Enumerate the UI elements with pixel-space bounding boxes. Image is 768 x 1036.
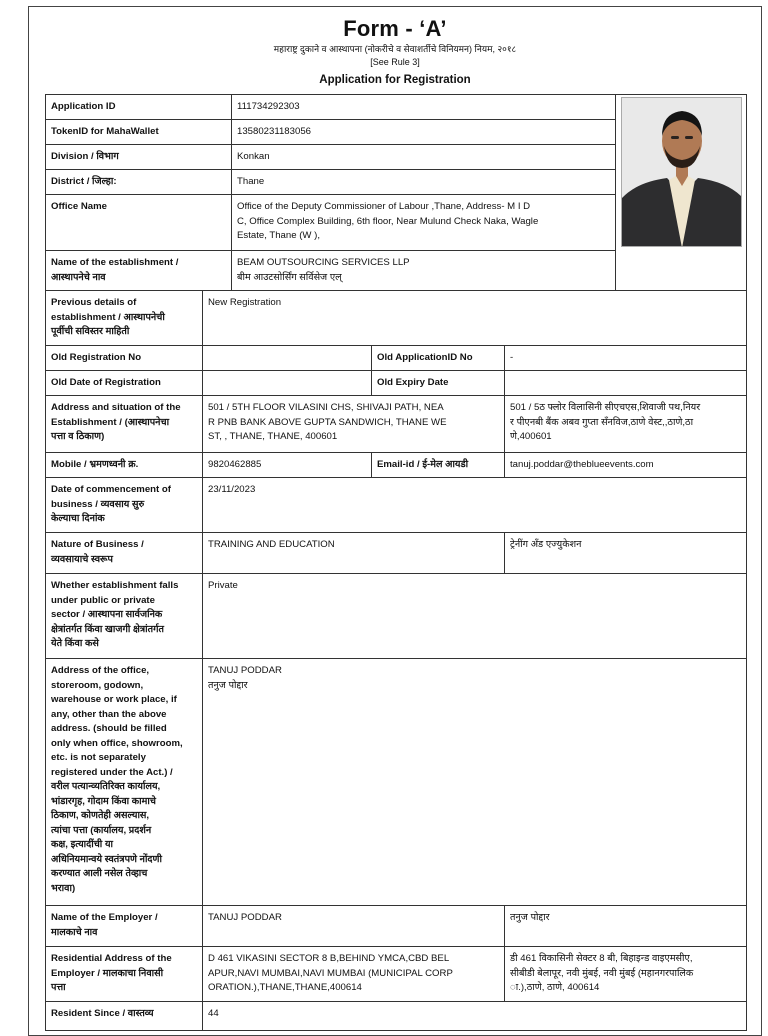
office-line: Office of the Deputy Commissioner of Labour ,Thane, Address- M I D <box>237 201 531 212</box>
value-line: तनुज पोद्दार <box>208 679 248 691</box>
value-line: BEAM OUTSOURCING SERVICES LLP <box>237 257 410 268</box>
address-line: डी 461 विकासिनी सेक्टर 8 बी, बिहाइन्ड वाइएमसीए, <box>510 953 693 964</box>
nature-of-business-marathi: ट्रेनींग अँड एज्युकेशन <box>504 532 747 574</box>
address-line: R PNB BANK ABOVE GUPTA SANDWICH, THANE WE <box>208 416 447 428</box>
label-line: Establishment / (आस्थापनेचा <box>51 416 170 428</box>
label-line: Employer / मालकाचा निवासी <box>51 967 164 979</box>
label-line: only when office, showroom, <box>51 737 183 749</box>
employer-name-value: TANUJ PODDAR <box>202 905 505 947</box>
commencement-label <box>45 477 203 533</box>
form-subtitle: महाराष्ट्र दुकाने व आस्थापना (नोकरीचे व सेवाशर्तीचे विनियमन) नियम, २०१८ <box>273 44 517 54</box>
district-label: District / जिल्हा: <box>45 169 232 195</box>
form-heading: Application for Registration <box>319 74 471 86</box>
label-line: भरावा) <box>51 882 76 894</box>
sector-value: Private <box>202 573 747 659</box>
label-line: पत्ता व ठिकाण) <box>51 431 105 442</box>
previous-details-value: New Registration <box>202 290 747 346</box>
commencement-value: 23/11/2023 <box>202 477 747 533</box>
address-line: 501 / 5TH FLOOR VILASINI CHS, SHIVAJI PATH, NEA <box>208 402 444 413</box>
label-line: Previous details of <box>51 297 137 308</box>
office-name-label: Office Name <box>45 194 232 251</box>
address-line: णे,400601 <box>510 431 552 442</box>
address-english <box>202 395 505 453</box>
old-application-id-label: Old ApplicationID No <box>371 345 505 371</box>
label-line: Whether establishment falls <box>51 580 179 591</box>
residential-address-label <box>45 946 203 1002</box>
label-line: क्षेत्रांतर्गत किंवा खाजगी क्षेत्रांतर्गत <box>51 623 164 635</box>
application-id-label: Application ID <box>45 94 232 120</box>
label-line: मालकाचे नाव <box>51 926 98 938</box>
office-line: C, Office Complex Building, 6th floor, Near Mulund Check Naka, Wagle <box>237 215 539 227</box>
email-value: tanuj.poddar@theblueevents.com <box>504 452 747 478</box>
employer-name-label <box>45 905 203 947</box>
address-line: D 461 VIKASINI SECTOR 8 B,BEHIND YMCA,CBD BEL <box>208 953 450 964</box>
old-expiry-date-value <box>504 370 747 396</box>
label-line: ठिकाण, कोणतेही असल्यास, <box>51 810 150 821</box>
label-line: पत्ता <box>51 982 66 993</box>
resident-since-label: Resident Since / वास्तव्य <box>45 1001 203 1031</box>
token-id-value: 13580231183056 <box>231 119 616 145</box>
label-line: any, other than the above <box>51 708 167 720</box>
label-line: establishment / आस्थापनेची <box>51 311 165 323</box>
form-page <box>28 6 762 1036</box>
email-label: Email-id / ई-मेल आयडी <box>371 452 505 478</box>
address-line: APUR,NAVI MUMBAI,NAVI MUMBAI (MUNICIPAL CORP <box>208 967 453 979</box>
residential-address-english <box>202 946 505 1002</box>
label-line: पूर्वीची सविस्तर माहिती <box>51 326 130 337</box>
address-line: ORATION.),THANE,THANE,400614 <box>208 982 362 993</box>
old-registration-date-value <box>202 370 372 396</box>
label-line: storeroom, godown, <box>51 679 144 691</box>
label-line: Nature of Business / <box>51 539 144 550</box>
mobile-value: 9820462885 <box>202 452 372 478</box>
address-line: 501 / 5ठ फ्लोर विलासिनी सीएचएस,शिवाजी पथ,नियर <box>510 402 701 413</box>
office-name-value <box>231 194 616 251</box>
label-line: warehouse or work place, if <box>51 694 177 705</box>
label-line: आस्थापनेचे नाव <box>51 271 106 283</box>
label-line: Name of the establishment / <box>51 257 179 268</box>
value-line: TANUJ PODDAR <box>208 665 282 676</box>
label-line: under public or private <box>51 594 155 606</box>
label-line: etc. is not separately <box>51 752 146 763</box>
label-line: व्यवसायाचे स्वरूप <box>51 553 113 565</box>
label-line: भांडारगृह, गोदाम किंवा कामाचे <box>51 795 156 807</box>
residential-address-marathi <box>504 946 747 1002</box>
establishment-name-value <box>231 250 616 291</box>
label-line: त्यांचा पत्ता (कार्यालय, प्रदर्शन <box>51 824 152 836</box>
nature-of-business-value: TRAINING AND EDUCATION <box>202 532 505 574</box>
district-value: Thane <box>231 169 616 195</box>
label-line: Address of the office, <box>51 665 150 676</box>
applicant-photo <box>621 97 742 247</box>
mobile-label: Mobile / भ्रमणध्वनी क्र. <box>45 452 203 478</box>
label-line: address. (should be filled <box>51 723 167 734</box>
old-registration-date-label: Old Date of Registration <box>45 370 203 396</box>
label-line: Residential Address of the <box>51 953 172 964</box>
label-line: Date of commencement of <box>51 484 171 495</box>
label-line: sector / आस्थापना सार्वजनिक <box>51 609 163 620</box>
person-photo-icon <box>622 98 742 247</box>
label-line: अधिनियमान्वये स्वतंत्रपणे नोंदणी <box>51 853 162 865</box>
nature-of-business-label <box>45 532 203 574</box>
address-line: ST, , THANE, THANE, 400601 <box>208 431 338 442</box>
address-marathi <box>504 395 747 453</box>
address-line: ा.),ठाणे, ठाणे, 400614 <box>510 982 600 993</box>
address-line: र पीएनबी बैंक अबव गुप्ता सँनविज,ठाणे वेस्ट,,ठाणे,ठा <box>510 416 694 428</box>
previous-details-label <box>45 290 203 346</box>
old-expiry-date-label: Old Expiry Date <box>371 370 505 396</box>
address-line: सीबीडी बेलापूर, नवी मुंबई, नवी मुंबई (महानगरपालिक <box>510 967 694 979</box>
label-line: येते किंवा कसे <box>51 638 99 649</box>
label-line: business / व्यवसाय सुरु <box>51 498 145 510</box>
label-line: वरील पत्यान्व्यतिरिक्त कार्यालय, <box>51 781 161 792</box>
other-address-value <box>202 658 747 906</box>
office-line: Estate, Thane (W ), <box>237 230 320 241</box>
resident-since-value: 44 <box>202 1001 747 1031</box>
sector-label <box>45 573 203 659</box>
token-id-label: TokenID for MahaWallet <box>45 119 232 145</box>
label-line: Address and situation of the <box>51 402 181 413</box>
other-address-label <box>45 658 203 906</box>
old-registration-label: Old Registration No <box>45 345 203 371</box>
value-line: बीम आउटसोर्सिंग सर्विसेज एल् <box>237 271 342 283</box>
rule-reference: [See Rule 3] <box>370 57 420 67</box>
old-application-id-value: - <box>504 345 747 371</box>
label-line: करण्यात आली नसेल तेव्हाच <box>51 868 148 879</box>
application-id-value: 111734292303 <box>231 94 616 120</box>
address-label <box>45 395 203 453</box>
employer-name-marathi: तनुज पोद्दार <box>504 905 747 947</box>
establishment-name-label <box>45 250 232 291</box>
label-line: केल्याचा दिनांक <box>51 513 105 524</box>
division-value: Konkan <box>231 144 616 170</box>
label-line: registered under the Act.) / <box>51 766 173 778</box>
label-line: कक्ष, इत्यादींची या <box>51 839 113 850</box>
label-line: Name of the Employer / <box>51 912 158 923</box>
division-label: Division / विभाग <box>45 144 232 170</box>
form-title: Form - ‘A’ <box>343 16 447 41</box>
old-registration-value <box>202 345 372 371</box>
